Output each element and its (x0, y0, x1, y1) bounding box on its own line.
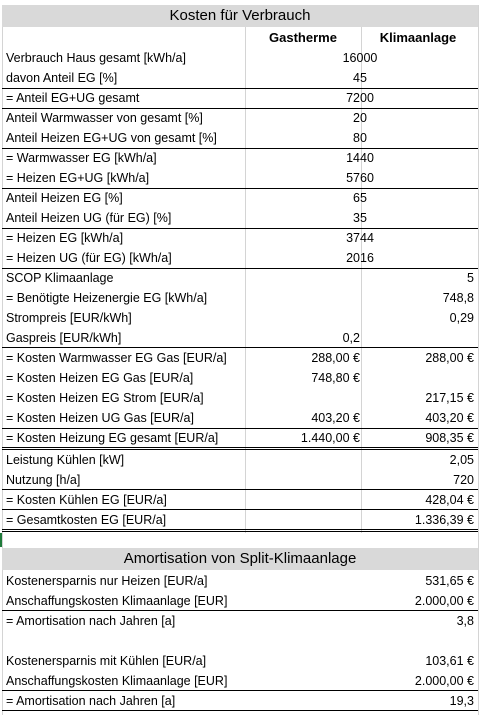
gastherme-cell (246, 450, 360, 470)
row-label: = Benötigte Heizenergie EG [kWh/a] (6, 291, 208, 305)
divider (2, 710, 478, 711)
row-label: SCOP Klimaanlage (6, 271, 114, 285)
table-row[interactable] (0, 571, 478, 591)
table-row[interactable] (0, 691, 478, 711)
table-row[interactable] (0, 388, 478, 408)
gastherme-cell (246, 288, 360, 308)
gastherme-cell (246, 388, 360, 408)
row-value: 7200 (346, 91, 374, 105)
table-row[interactable] (0, 308, 478, 328)
klimaanlage-cell: 531,65 € (425, 574, 474, 588)
row-value: 80 (353, 131, 367, 145)
table-row[interactable] (0, 128, 478, 148)
gastherme-cell (246, 490, 360, 510)
gastherme-cell: 0,2 (342, 331, 360, 345)
table-row[interactable] (0, 671, 478, 691)
row-label: = Kosten Warmwasser EG Gas [EUR/a] (6, 351, 227, 365)
table-row[interactable] (0, 591, 478, 611)
row-value: 5760 (346, 171, 374, 185)
klimaanlage-cell: 103,61 € (425, 654, 474, 668)
gastherme-cell (246, 510, 360, 530)
row-label: Anteil Warmwasser von gesamt [%] (6, 111, 203, 125)
row-label: Gaspreis [EUR/kWh] (6, 331, 122, 345)
klimaanlage-cell: 1.336,39 € (414, 513, 474, 527)
row-label: = Kosten Kühlen EG [EUR/a] (6, 493, 167, 507)
klimaanlage-cell: 3,8 (456, 614, 474, 628)
double-divider (2, 529, 478, 532)
row-label: = Heizen UG (für EG) [kWh/a] (6, 251, 172, 265)
row-value: 16000 (342, 51, 378, 65)
table-row[interactable] (0, 510, 478, 530)
row-label: Anteil Heizen UG (für EG) [%] (6, 211, 172, 225)
row-label: = Gesamtkosten EG [EUR/a] (6, 513, 167, 527)
row-label: = Anteil EG+UG gesamt (6, 91, 140, 105)
klimaanlage-cell: 2.000,00 € (414, 674, 474, 688)
klimaanlage-cell: 0,29 (449, 311, 474, 325)
grid-line (478, 5, 479, 715)
table-row[interactable] (0, 450, 478, 470)
klimaanlage-cell: 748,8 (442, 291, 474, 305)
table-row[interactable] (0, 348, 478, 368)
table-row[interactable] (0, 68, 478, 88)
row-value: 35 (353, 211, 367, 225)
gastherme-cell: 403,20 € (311, 411, 360, 425)
column-header-gastherme: Gastherme (269, 30, 337, 45)
row-value: 65 (353, 191, 367, 205)
row-value: 1440 (346, 151, 374, 165)
row-label: Anteil Heizen EG+UG von gesamt [%] (6, 131, 217, 145)
row-value: 3744 (346, 231, 374, 245)
table-row[interactable] (0, 651, 478, 671)
table-row[interactable] (0, 168, 478, 188)
klimaanlage-cell: 403,20 € (425, 411, 474, 425)
row-label: = Kosten Heizung EG gesamt [EUR/a] (6, 431, 219, 445)
table-row[interactable] (0, 208, 478, 228)
gastherme-cell (246, 308, 360, 328)
gastherme-cell: 1.440,00 € (300, 431, 360, 445)
table-row[interactable] (0, 248, 478, 268)
row-label: Kostenersparnis mit Kühlen [EUR/a] (6, 654, 207, 668)
row-label: Kostenersparnis nur Heizen [EUR/a] (6, 574, 208, 588)
klimaanlage-cell (362, 631, 474, 651)
gastherme-cell (246, 470, 360, 490)
table-row[interactable] (0, 611, 478, 631)
row-label: = Warmwasser EG [kWh/a] (6, 151, 157, 165)
klimaanlage-cell: 720 (453, 473, 474, 487)
section-title-amortisation: Amortisation von Split-Klimaanlage (2, 548, 478, 570)
table-row[interactable] (0, 470, 478, 490)
gastherme-cell: 288,00 € (311, 351, 360, 365)
gastherme-cell (246, 268, 360, 288)
table-row[interactable] (0, 48, 478, 68)
table-row[interactable] (0, 268, 478, 288)
table-row[interactable] (0, 188, 478, 208)
table-row[interactable] (0, 108, 478, 128)
table-row[interactable] (0, 288, 478, 308)
klimaanlage-cell: 2,05 (449, 453, 474, 467)
gastherme-cell: 748,80 € (311, 371, 360, 385)
table-row[interactable] (0, 368, 478, 388)
row-label: = Kosten Heizen EG Gas [EUR/a] (6, 371, 194, 385)
table-row[interactable] (0, 148, 478, 168)
row-label: davon Anteil EG [%] (6, 71, 118, 85)
row-label: Anschaffungskosten Klimaanlage [EUR] (6, 594, 228, 608)
row-label: = Kosten Heizen EG Strom [EUR/a] (6, 391, 204, 405)
row-label: = Kosten Heizen UG Gas [EUR/a] (6, 411, 194, 425)
klimaanlage-cell: 217,15 € (425, 391, 474, 405)
row-label: = Heizen EG [kWh/a] (6, 231, 124, 245)
table-row[interactable] (0, 228, 478, 248)
klimaanlage-cell: 5 (467, 271, 474, 285)
row-selection-marker (0, 533, 2, 547)
klimaanlage-cell (362, 328, 474, 348)
row-value: 20 (353, 111, 367, 125)
row-label: Strompreis [EUR/kWh] (6, 311, 132, 325)
klimaanlage-cell: 288,00 € (425, 351, 474, 365)
row-label: Anteil Heizen EG [%] (6, 191, 123, 205)
table-row[interactable] (0, 631, 478, 651)
row-label: Verbrauch Haus gesamt [kWh/a] (6, 51, 186, 65)
row-value: 45 (353, 71, 367, 85)
section-title-costs: Kosten für Verbrauch (2, 5, 478, 27)
table-row[interactable] (0, 490, 478, 510)
row-label: = Amortisation nach Jahren [a] (6, 614, 176, 628)
row-value: 2016 (346, 251, 374, 265)
table-row[interactable] (0, 88, 478, 108)
klimaanlage-cell: 428,04 € (425, 493, 474, 507)
table-row[interactable] (0, 428, 478, 448)
row-label: = Amortisation nach Jahren [a] (6, 694, 176, 708)
klimaanlage-cell: 2.000,00 € (414, 594, 474, 608)
klimaanlage-cell: 19,3 (449, 694, 474, 708)
table-row[interactable] (0, 408, 478, 428)
klimaanlage-cell (362, 368, 474, 388)
column-header-klimaanlage: Klimaanlage (379, 30, 457, 45)
row-label: = Heizen EG+UG [kWh/a] (6, 171, 150, 185)
table-row[interactable] (0, 328, 478, 348)
row-label: Nutzung [h/a] (6, 473, 81, 487)
klimaanlage-cell: 908,35 € (425, 431, 474, 445)
column-header-row (0, 28, 478, 48)
row-label: Leistung Kühlen [kW] (6, 453, 125, 467)
row-label: Anschaffungskosten Klimaanlage [EUR] (6, 674, 228, 688)
